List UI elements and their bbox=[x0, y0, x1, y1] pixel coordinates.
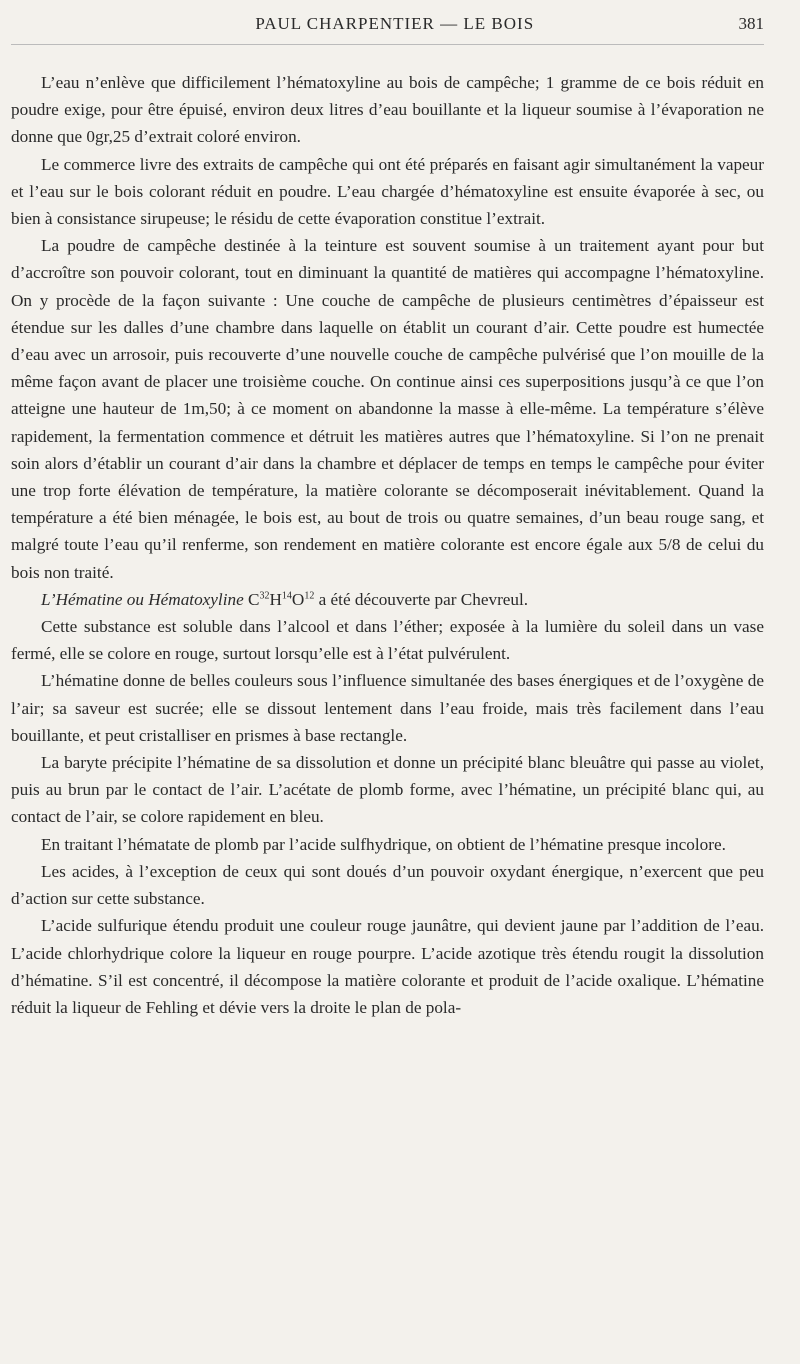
paragraph-10: L’acide sulfurique étendu produit une couleur rouge jaunâtre, qui devient jaune par l’addition de l’eau. L’acide chlorhydrique colore la liqueur en rouge pourpre. L’acide azotique très étendu rougit la dissolution d’hématine. S’il est concentré, il décompose la matière colorante et produit de l’acide oxalique. L’hématine réduit la liqueur de Fehling et dévie vers la droite le plan de pola- bbox=[11, 916, 764, 1017]
running-title: PAUL CHARPENTIER — LE BOIS bbox=[255, 14, 535, 33]
paragraph-4-rest: a été découverte par Chevreul. bbox=[314, 589, 529, 609]
paragraph-2: Le commerce livre des extraits de campêche qui ont été préparés en faisant agir simultanément la vapeur et l’eau sur le bois colorant réduit en poudre. L’eau chargée d’hématoxyline est ensuite évaporée à sec, ou bien à consistance sirupeuse; le résidu de cette évaporation constitue l’extrait. bbox=[11, 154, 764, 229]
paragraph-6: L’hématine donne de belles couleurs sous l’influence simultanée des bases énergiques et de l’oxygène de l’air; sa saveur est sucrée; elle se dissout lentement dans l’eau froide, mais très facilement dans l’eau bouillante, et peut cristalliser en prismes à base rectangle. bbox=[11, 671, 764, 745]
hematine-heading: L’Hématine ou Hématoxyline bbox=[41, 589, 244, 609]
paragraph-7: La baryte précipite l’hématine de sa dissolution et donne un précipité blanc bleuâtre qui passe au violet, puis au brun par le contact de l’air. L’acétate de plomb forme, avec l’hématine, un précipité blanc qui, au contact de l’air, se colore rapidement en bleu. bbox=[11, 753, 764, 827]
page-body bbox=[11, 69, 764, 1021]
paragraph-8: En traitant l’hématate de plomb par l’acide sulfhydrique, on obtient de l’hématine presque incolore. bbox=[41, 834, 726, 854]
paragraph-5: Cette substance est soluble dans l’alcool et dans l’éther; exposée à la lumière du soleil dans un vase fermé, elle se colore en rouge, surtout lorsqu’elle est à l’état pulvérulent. bbox=[11, 617, 764, 664]
paragraph-9: Les acides, à l’exception de ceux qui sont doués d’un pouvoir oxydant énergique, n’exercent que peu d’action sur cette substance. bbox=[11, 861, 764, 909]
paragraph-1: L’eau n’enlève que difficilement l’hématoxyline au bois de campêche; 1 gramme de ce bois réduit en poudre exige, pour être épuisé, environ deux litres d’eau bouillante et la liqueur soumise à l’évaporation ne donne que 0gr,25 d’extrait coloré environ. bbox=[11, 73, 764, 147]
page-number: 381 bbox=[738, 14, 764, 33]
running-header bbox=[11, 14, 764, 45]
paragraph-3: La poudre de campêche destinée à la teinture est souvent soumise à un traitement ayant pour but d’accroître son pouvoir colorant, tout en diminuant la quantité de matières qui accompagne l’hématoxyline. On y procède de la façon suivante : Une couche de campêche de plusieurs centimètres d’épaisseur est étendue sur les dalles d’une chambre dans laquelle on établit un courant d’air. Cette poudre est humectée d’eau avec un arrosoir, puis recouverte d’une nouvelle couche de campêche pulvérisé que l’on mouille de la même façon avant de placer une troisième couche. On continue ainsi ces superpositions jusqu’à ce que l’on atteigne une hauteur de 1m,50; à ce moment on abandonne la masse à elle-même. La température s’élève rapidement, la fermentation commence et détruit les matières autres que l’hématoxyline. Si l’on ne prenait soin alors d’établir un courant d’air dans la chambre et déplacer de temps en temps le campêche pour éviter une trop forte élévation de température, la matière colorante se décomposerait inévitablement. Quand la température a été bien ménagée, le bois est, au bout de trois ou quatre semaines, d’un beau rouge sang, et malgré toute l’eau qu’il renferme, son rendement en matière colorante est encore égale aux 5/8 de celui du bois non traité. bbox=[11, 236, 764, 582]
paragraph-hematine-title bbox=[11, 586, 764, 613]
chemical-formula: $C^{32}H^{14}O^{12}$ bbox=[248, 589, 315, 609]
